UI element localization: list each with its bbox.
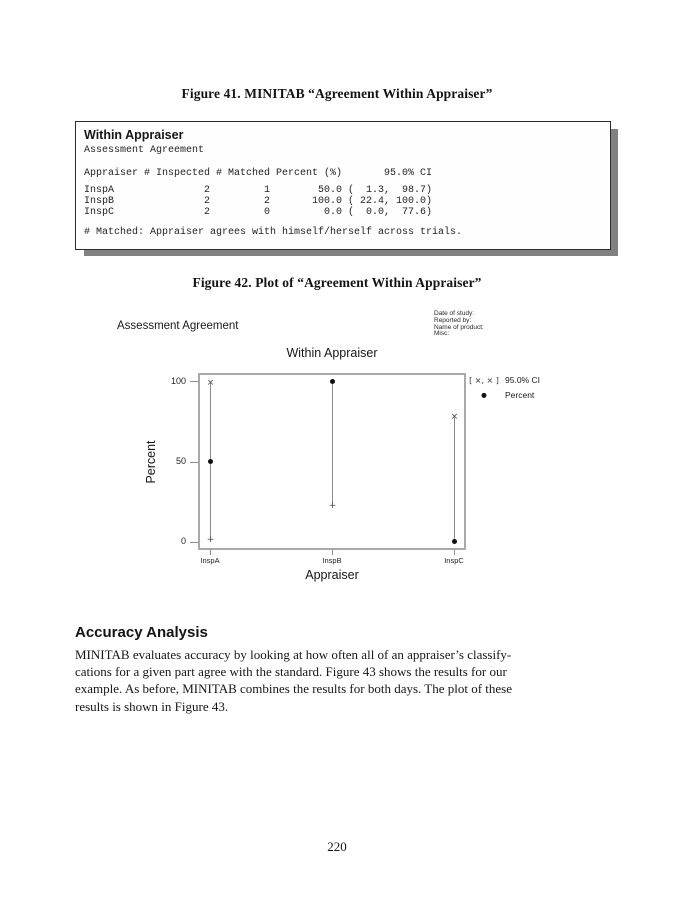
y-tick-mark xyxy=(190,381,198,382)
ci-interval-icon: [ ×, × ] xyxy=(469,375,499,385)
cell-inspected: 2 xyxy=(204,196,211,207)
figure42-caption: Figure 42. Plot of “Agreement Within Appraiser” xyxy=(192,275,482,290)
chart-canvas xyxy=(0,300,674,600)
body-paragraph xyxy=(75,646,590,715)
chart-title: Within Appraiser xyxy=(286,346,378,360)
cell-appraiser: InspB xyxy=(84,196,115,207)
cell-matched: 2 xyxy=(264,196,271,207)
x-tick-label: InspC xyxy=(444,556,464,565)
ci-upper-marker: × xyxy=(206,378,215,389)
x-axis-label: Appraiser xyxy=(305,568,359,582)
x-tick-label: InspB xyxy=(322,556,342,565)
annotation-line: Reported by: xyxy=(434,316,472,324)
cell-matched: 1 xyxy=(264,185,271,196)
output-subtitle: Assessment Agreement xyxy=(84,145,205,156)
cell-appraiser: InspA xyxy=(84,185,115,196)
cell-inspected: 2 xyxy=(204,207,211,218)
ci-line xyxy=(332,381,333,506)
percent-point xyxy=(208,459,213,464)
col-percent: Percent (%) xyxy=(276,168,343,179)
annotation-line: Date of study: xyxy=(434,310,475,317)
paragraph-line: cations for a given part agree with the standard. Figure 43 shows the results for our xyxy=(75,664,507,680)
legend-label: 95.0% CI xyxy=(505,375,540,385)
figure41-caption: Figure 41. MINITAB “Agreement Within Appraiser” xyxy=(181,86,493,101)
dot-marker-icon: ● xyxy=(481,391,487,399)
output-footnote: # Matched: Appraiser agrees with himself/herself across trials. xyxy=(84,227,463,238)
x-tick-mark xyxy=(332,550,333,555)
cell-appraiser: InspC xyxy=(84,207,115,218)
col-inspected: # Inspected xyxy=(144,168,211,179)
chart-window-title: Assessment Agreement xyxy=(117,320,239,332)
paragraph-line: example. As before, MINITAB combines the results for both days. The plot of these xyxy=(75,681,513,697)
cell-inspected: 2 xyxy=(204,185,211,196)
cell-matched: 0 xyxy=(264,207,271,218)
cell-percent: 100.0 xyxy=(312,196,343,207)
paragraph-line: MINITAB evaluates accuracy by looking at how often all of an appraiser’s classify- xyxy=(75,647,512,662)
percent-point xyxy=(330,379,335,384)
assessment-agreement-table xyxy=(84,168,432,218)
cell-ci: ( 0.0, 77.6) xyxy=(348,207,433,218)
chart-annotation-block xyxy=(434,311,484,338)
legend-entry-ci xyxy=(468,375,540,385)
annotation-line: Name of product: xyxy=(434,323,484,331)
annotation-line: Misc: xyxy=(434,330,450,338)
ci-line xyxy=(454,417,455,542)
ci-lower-marker: + xyxy=(328,500,337,511)
ci-upper-marker: × xyxy=(450,412,459,423)
minitab-output-box xyxy=(75,121,611,250)
cell-percent: 0.0 xyxy=(324,207,343,218)
page-number: 220 xyxy=(327,839,347,854)
col-matched: # Matched xyxy=(216,168,271,179)
col-ci: 95.0% CI xyxy=(384,168,433,179)
output-title: Within Appraiser xyxy=(84,128,184,142)
y-tick-mark xyxy=(190,542,198,543)
table-row xyxy=(84,185,432,196)
col-appraiser: Appraiser xyxy=(84,168,139,179)
paragraph-line: results is shown in Figure 43. xyxy=(75,698,229,714)
table-row xyxy=(84,207,432,218)
table-header-row xyxy=(84,168,432,185)
y-tick-label: 0 xyxy=(180,536,186,547)
accuracy-analysis-heading: Accuracy Analysis xyxy=(75,624,208,641)
y-axis-label: Percent xyxy=(144,440,158,484)
table-row xyxy=(84,196,432,207)
cell-ci: ( 1.3, 98.7) xyxy=(348,185,433,196)
y-tick-mark xyxy=(190,462,198,463)
cell-percent: 50.0 xyxy=(318,185,343,196)
y-tick-label: 100 xyxy=(170,375,186,386)
x-tick-label: InspA xyxy=(200,556,220,565)
y-tick-label: 50 xyxy=(175,456,186,466)
legend-entry-percent xyxy=(468,390,540,400)
legend-label: Percent xyxy=(505,390,535,400)
chart-legend xyxy=(468,375,540,400)
x-tick-mark xyxy=(454,550,455,555)
x-tick-mark xyxy=(210,550,211,555)
ci-lower-marker: + xyxy=(206,534,215,545)
cell-ci: ( 22.4, 100.0) xyxy=(348,196,433,207)
